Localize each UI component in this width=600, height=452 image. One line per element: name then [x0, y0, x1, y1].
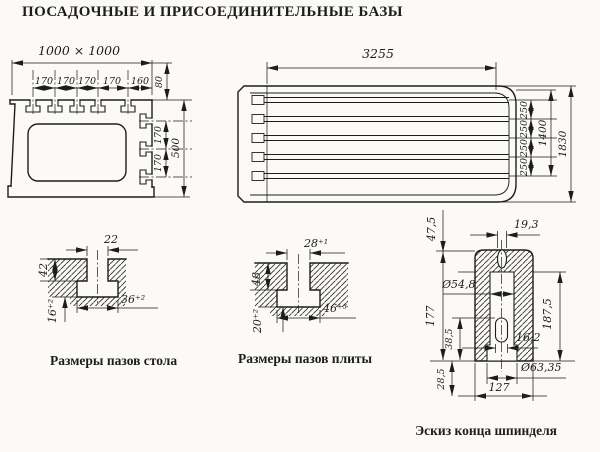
dim-1875: 187,5 — [541, 298, 554, 330]
dim-385: 38,5 — [444, 328, 455, 350]
page-title: ПОСАДОЧНЫЕ И ПРИСОЕДИНИТЕЛЬНЫЕ БАЗЫ — [22, 4, 403, 20]
dim-overall-1000: 1000 × 1000 — [38, 43, 121, 58]
dim-pitch-170-1: 170 — [34, 76, 54, 87]
dim-width-1830: 1830 — [557, 130, 569, 158]
plate-t-slots — [252, 96, 509, 181]
dim-475: 47,5 — [425, 216, 438, 242]
dim-side-80: 80 — [154, 75, 165, 89]
plate-slot-detail — [250, 237, 356, 334]
plate-plan-view — [238, 46, 576, 202]
dim-head-20: 20⁺² — [251, 308, 264, 334]
dim-dia-548: Ø54,8 — [442, 278, 476, 291]
dim-162: 16,2 — [516, 331, 541, 344]
dim-row-250-1: 250 — [519, 100, 530, 120]
caption-plate-slots: Размеры пазов плиты — [238, 351, 373, 366]
spindle-end-sketch — [424, 210, 575, 401]
dim-throat-28: 28⁺¹ — [304, 237, 329, 250]
dim-pitch-170-4: 170 — [102, 76, 122, 87]
dim-throat-22: 22 — [104, 233, 118, 246]
dim-row-250-4: 250 — [519, 157, 530, 177]
dim-depth-42: 42 — [37, 263, 50, 277]
dim-pitch-160: 160 — [130, 76, 150, 87]
table-slot-detail — [37, 233, 158, 323]
dim-row-250-3: 250 — [519, 138, 530, 158]
dim-177: 177 — [424, 305, 437, 327]
dim-193: 19,3 — [514, 218, 539, 231]
dim-depth-48: 48 — [250, 272, 263, 286]
dim-head-36: 36⁺² — [121, 293, 146, 306]
dim-side-170-2: 170 — [153, 153, 164, 173]
caption-table-slots: Размеры пазов стола — [50, 353, 178, 368]
caption-spindle: Эскиз конца шпинделя — [415, 423, 557, 438]
dim-row-250-2: 250 — [519, 119, 530, 139]
dim-span-1400: 1400 — [537, 119, 549, 147]
dim-length-3255: 3255 — [362, 46, 394, 61]
dim-pitch-170-3: 170 — [77, 76, 97, 87]
dim-side-170-1: 170 — [153, 125, 164, 145]
dim-height-500: 500 — [170, 137, 182, 159]
dim-dia-6335: Ø63,35 — [521, 361, 562, 374]
dim-head-46: 46⁺³ — [323, 302, 348, 315]
dim-head-16: 16⁺² — [46, 298, 59, 324]
dim-127: 127 — [488, 381, 510, 394]
dim-285: 28,5 — [436, 368, 447, 390]
stand-section-view — [8, 43, 192, 197]
dim-pitch-170-2: 170 — [56, 76, 76, 87]
